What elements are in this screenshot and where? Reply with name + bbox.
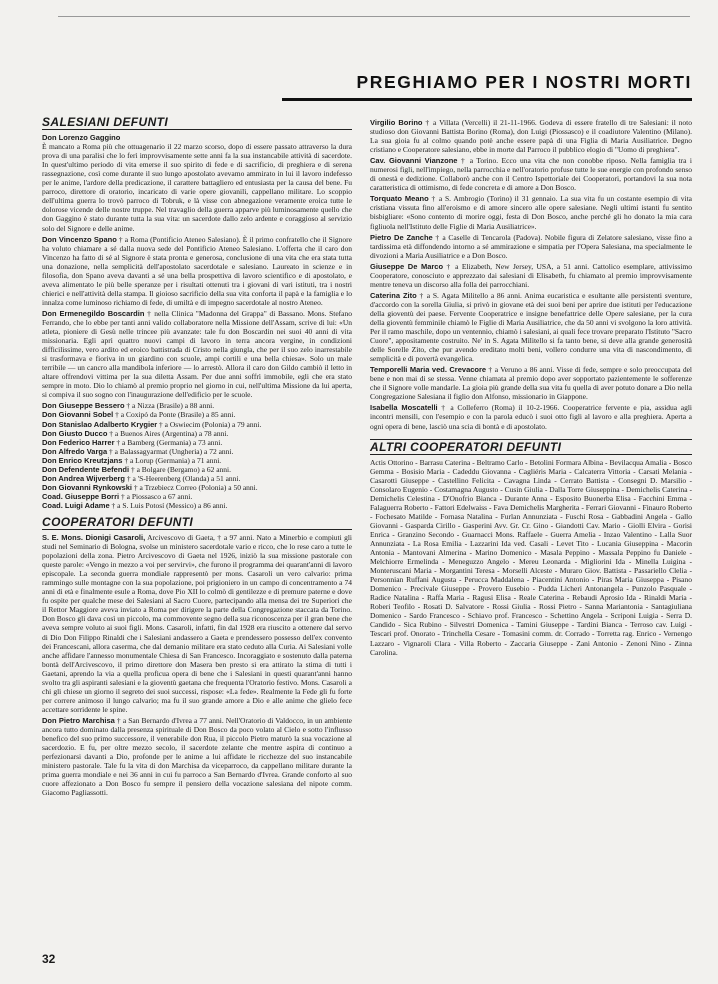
short-entry xyxy=(42,438,352,447)
obituary-name: Pietro De Zanche xyxy=(370,232,433,242)
section-heading-altri: ALTRI COOPERATORI DEFUNTI xyxy=(370,439,692,455)
obituary-entry xyxy=(370,156,692,192)
right-column xyxy=(370,118,692,659)
short-entry-text: † a S. Luis Potosí (Messico) a 86 anni. xyxy=(111,500,228,510)
short-entry-name: Don Giuseppe Bessero xyxy=(42,401,125,411)
short-entry xyxy=(42,465,352,474)
obituary-entry xyxy=(370,365,692,401)
short-entry xyxy=(42,492,352,501)
obituary-name: Virgilio Borino xyxy=(370,118,423,127)
obituary-text: † a Torino. Ecco una vita che non conobbe riposo. Nella famiglia tra i numerosi figli, nell'impiego, nella parrocchia e nell'oratorio profuse tutte le sue energie con profondo senso di onestà e dedizione. Collaborò anche con il Centro Ispettoriale dei Cooperatori, portandovi la sua nota caratteristica di ottimismo, di fede concreta e di amore a Don Bosco. xyxy=(370,156,693,193)
obituary-entry xyxy=(370,291,692,363)
obituary-name: Torquato Meano xyxy=(370,194,429,204)
obituary-text: Arcivescovo di Gaeta, † a 97 anni. Nato a Minerbio e compiuti gli studi nel Seminario di Bologna, svolse un ministero sacerdotale vario e ricco, che lo rese caro a tutte le popolazioni della zona. Pietro Arcivescovo di Gaeta nel 1926, iniziò la sua missione pastorale con queste parole: «Vengo in mezzo a voi per servirvi», che furono il programma dei quarant'anni di lavoro episcopale. La seconda guerra mondiale rappresentò per mons. Casaroli un vero calvario: prima rammingo sulle montagne con la sua popolazione, poi prigioniero in un campo di concentramento a 74 anni di età e finalmente esule a Roma, dove Pio XII lo colmò di gentilezze e di premure paterne e dove fu ospite per qualche mese dei Salesiani al Sacro Cuore, partecipando alla mensa dei tre Superiori che il Rettor Maggiore aveva inviato a Roma per dirigere la parte della Congregazione staccata da Torino. Don Bosco gli dava così un piccolo, ma commovente segno della sua riconoscenza per il gran bene che aveva sempre voluto ai suoi figli. Mons. Casaroli, infatti, fin dal 1928 era riuscito a ottenere dal servo di Dio Don Filippo Rinaldi che i Salesiani andassero a Gaeta e prendessero possesso dell'ex convento dei Francescani, allora caserma, che dal demanio militare era stato ceduto alla Curia. Ai Salesiani volle anche affidare l'annesso monumentale Chiesa di San Francesco. Incoraggiato e sostenuto dalla paterna bontà dell'Arcivescovo, il primo direttore don Masera ben presto si era attirato la stima di tutti i Gaetani, aprendo la via a quella proficua opera di bene che i Salesiani in questi quarant'anni hanno svolto tra gli aspiranti salesiani e la gioventù gaetana che frequenta l'Oratorio festivo. Mons. Casaroli a chi gli chiese un giorno il segreto dei suoi successi, rispose: «La fede». Realmente la Fede gli fu forte per correre animoso il lungo calvario; ma fu il suo grande amore a Dio e alle anime che glielo fece accettare sorridente le spine. xyxy=(42,533,352,714)
short-entry-name: Don Giovanni Sobel xyxy=(42,410,114,420)
obituary-text: † a Roma (Pontificio Ateneo Salesiano). È il primo confratello che il Signore ha voluto chiamare a sé dalla nuova sede del Pontificio Ateneo Salesiano. L'offerta che il caro don Vincenzo ha fatto di sé al Signore è stata pronta e generosa, conclusione di una vita che era stata tutta una donazione, nella semplicità dell'apostolato sacerdotale e salesiano. Laureato in scienze e in filosofia, don Spano aveva davanti a sé una bella prospettiva di lavoro scientifico e di apostolato, e aveva alimentato le più belle speranze per i risultati ottenuti tra i giovani di vari istituti, tra i nostri chierici e nell'attività della stampa. Il gioioso sacrificio della sua vita conforta il papà e la famiglia e lo innalza come luminoso richiamo di fede, di umiltà e di impegno sacerdotale al nostro Ateneo. xyxy=(42,234,353,307)
obituary-name: S. E. Mons. Dionigi Casaroli, xyxy=(42,533,146,543)
obituary-text: † a Colleferro (Roma) il 10-2-1966. Cooperatrice fervente e pia, assidua agli incontri mensili, con l'esempio e con la parola educò i suoi otto figli al lavoro e alla preghiera. Aperta a ogni opera di bene, lasciò una scia di bontà e di apostolato. xyxy=(370,403,693,431)
left-column xyxy=(42,115,353,799)
short-entry xyxy=(42,483,352,492)
obituary-entry xyxy=(370,262,692,289)
obituary-text: È mancato a Roma più che ottuagenario il 22 marzo scorso, dopo di essere passato attraverso la dura prova di una paralisi che lo ferì improvvisamente sette anni fa la sua instancabile attività di sacerdote. In quest'ultimo periodo di vita emerse il suo spirito di fede e di sacrificio, di preghiera e di serena rassegnazione, così come durante il suo lungo apostolato avevamo ammirato in lui il lavoro indefesso per le anime, l'ardore della predicazione, il carattere battagliero ed entusiasta per la causa del bene. Fu parroco, direttore di oratorio, incaricato di varie opere giovanili, cappellano militare. Lo scoppio dell'ultima guerra lo trovò parroco di Tobruk, e là visse con abnegazione veramente eroica tutte le dolorose vicende delle nostre truppe. Nel travaglio della guerra apparve più luminosamente quello che don Gaggino è stato durante tutta la sua vita: un sacerdote dallo zelo ardente e coraggioso al servizio solo del Signore e delle anime. xyxy=(42,142,352,233)
obituary-text: † a S. Agata Militello a 86 anni. Anima eucaristica e esultante alle persistenti sventure, d'accordo con la sorella Giulia, si privò in giovane età dei suoi beni per aprire due istituti per l'educazione della gioventù dei paese. Fervente Cooperatrice e insigne benefattrice delle Opere salesiane, per la cura della gioventù femminile chiamò le Figlie di Maria Ausiliatrice, che da 50 anni vi svolgono la loro attività. Per il ramo maschile, dopo un ventennio, chiamò i salesiani, ai quali fece trovare preparato l'Istituto "Sacro Cuore", appositamente costruito. Ne' in S. Agata Militello si fa tanto bene, si deve alla grande generosità delle Sorelle Zito, che pur avendo ereditato molti beni, vollero condurre una vita di nascondimento, di semplicità e di povertà evangelica. xyxy=(370,290,693,364)
obituary-name: Isabella Moscatelli xyxy=(370,403,438,413)
short-entry xyxy=(42,420,352,429)
short-entry-name: Don Enrico Kreutzjans xyxy=(42,455,123,465)
obituary-text: † a San Bernardo d'Ivrea a 77 anni. Nell'Oratorio di Valdocco, in un ambiente ancora tutto dominato dalla presenza spirituale di Don Bosco da poco volato al Cielo e sotto l'influsso benefico del suo primo successore, il venerabile don Rua, il piccolo Pietro maturò la sua vocazione al sacerdozio. E fu, per oltre mezzo secolo, il sacerdote zelante che mentre aspira di continuo a perfezionarsi davanti a Dio, profonde per le anime a lui affidate le ricchezze del suo instancabile ministero pastorale. Tale fu la vita di don Marchisa da viceparroco, da cappellano militare durante la prima guerra mondiale e nei 36 anni in cui fu parroco a San Bernardo d'Ivrea. Grande conforto al suo cuore affezionato a Don Bosco fu sempre il pensiero della vocazione salesiana del nipote comm. Giacomo Pagliassotti. xyxy=(42,715,352,798)
short-entry-text: † a Nizza (Brasile) a 88 anni. xyxy=(126,401,215,411)
short-entry-name: Coad. Luigi Adame xyxy=(42,500,110,510)
short-entry-text: † a Trzebiecz Correo (Polonia) a 50 anni. xyxy=(133,482,258,492)
short-entry-name: Don Defendente Befendi xyxy=(42,464,130,474)
obituary-entry xyxy=(42,716,352,797)
header-banner xyxy=(282,72,692,96)
obituary-text: † a Caselle di Tencarola (Padova). Nobile figura di Zelatore salesiano, visse fino a tardissima età diffondendo intorno a sé ammirazione e simpatia per l'Opera Salesiana, ma specialmente le divozioni a Maria Ausiliatrice e a Don Bosco. xyxy=(370,232,692,260)
obituary-entry xyxy=(42,133,352,233)
short-entry-name: Don Alfredo Varga xyxy=(42,446,108,456)
page-number: 32 xyxy=(42,952,56,966)
short-entry-name: Don Federico Harrer xyxy=(42,437,115,447)
section-heading-salesiani: SALESIANI DEFUNTI xyxy=(42,118,352,130)
page-title: PREGHIAMO PER I NOSTRI MORTI xyxy=(356,72,692,92)
short-entry xyxy=(42,501,352,510)
short-entry-text: † a Balassagyarmat (Ungheria) a 72 anni. xyxy=(109,446,234,456)
obituary-name: Don Vincenzo Spano xyxy=(42,234,117,244)
obituary-entry xyxy=(370,403,692,430)
obituary-entry xyxy=(370,233,692,260)
short-entry-name: Don Stanislao Adalberto Krygier xyxy=(42,419,158,429)
obituary-entry xyxy=(42,533,352,714)
obituary-name: Giuseppe De Marco xyxy=(370,261,444,271)
short-entry-name: Don Giovanni Rynkowski xyxy=(42,482,133,492)
obituary-entry xyxy=(42,309,352,399)
obituary-text: † a Elizabeth, New Jersey, USA, a 51 anni. Cattolico esemplare, attivissimo Cooperatore, conosciuto e apprezzato dai salesiani di Elisabeth, fu chiamato al premio improvvisamente mentre teneva un discorso alla folla dei parrocchiani. xyxy=(370,261,693,289)
short-entry-text: † a Bolgare (Bergamo) a 62 anni. xyxy=(130,464,232,474)
obituary-entry xyxy=(42,235,352,307)
obituary-name: Don Ermenegildo Boscardin xyxy=(42,308,145,318)
obituary-name: Don Pietro Marchisa xyxy=(42,715,115,725)
obituary-entry xyxy=(370,118,692,154)
short-entry-text: † a Bamberg (Germania) a 73 anni. xyxy=(116,437,223,447)
obituary-name: Cav. Giovanni Vianzone xyxy=(370,156,458,166)
obituary-name: Caterina Zito xyxy=(370,290,417,300)
short-entry-text: † a Piossasco a 67 anni. xyxy=(120,491,193,501)
short-entry xyxy=(42,401,352,410)
top-rule xyxy=(58,16,690,17)
obituary-name: Temporelli Maria ved. Crevacore xyxy=(370,365,487,375)
short-entry xyxy=(42,447,352,456)
short-entry-text: † a Oswiecim (Polonia) a 79 anni. xyxy=(159,419,262,429)
short-entry-text: † a Coxipó da Ponte (Brasile) a 85 anni. xyxy=(115,410,236,420)
obituary-text: † a S. Ambrogio (Torino) il 31 gennaio. La sua vita fu un costante esempio di vita cristiana vissuta fino all'eroismo e di amore sincero alle opere salesiane. Negli ultimi istanti fu sentito bisbigliare: «Sono contento di morire oggi, festa di Don Bosco, anche perché gli ho donato la mia cara figliuola nell'Istituto delle Figlie di Maria Ausiliatrice». xyxy=(370,194,693,231)
short-entry-name: Don Giusto Ducco xyxy=(42,428,108,438)
short-entry xyxy=(42,410,352,419)
short-entry xyxy=(42,456,352,465)
obituary-name: Don Lorenzo Gaggino xyxy=(42,133,121,143)
short-entry-name: Don Andrea Wijverberg xyxy=(42,473,126,483)
obituary-text: † a Villata (Vercelli) il 21-11-1966. Godeva di essere fratello di tre Salesiani: il noto studioso don Giovanni Battista Borino (Roma), don Luigi (Piossasco) e il coadiutore Valentino (Milano). La sua gioia fu al colmo quando potè anche essere papà di una Figlia di Maria Ausiliatrice. Degno cristiano e Cooperatore salesiano, ebbe in morte dal Parroco il pubblico elogio di "Uomo di preghiera". xyxy=(370,118,693,155)
short-entry-text: † a Lorup (Germania) a 71 anni. xyxy=(124,455,222,465)
title-underline xyxy=(282,98,692,101)
obituary-text: † a Veruno a 86 anni. Visse di fede, sempre e solo preoccupata del bene e non mai di se stessa. Venne chiamata al premio dopo aver sopportato pazientemente le sofferenze che il Signore volle mandarle. La gioia più grande della sua vita fu quella di aver potuto donare a Dio nella Congregazione Salesiana il figlio don Alfonso, missionario in Giappone. xyxy=(370,365,692,402)
short-entry xyxy=(42,429,352,438)
obituary-text: † nella Clinica "Madonna del Grappa" di Bassano. Mons. Stefano Ferrando, che lo ebbe per tanti anni valido collaboratore nella Missione dell'Assam, scrive di lui: «Un atleta, pioniere di Gesù nelle trincee più avanzate: tale fu don Boscardin nei suoi 40 anni di vita missionaria. Egli aprì quattro nuovi campi di lavoro in terra ancora vergine, in condizioni difficilissime, vero ardito ed eroico battistrada di Cristo nella giungla, che per il suo zelo inarrestabile si trasformava e fioriva in un giardino con scuole, ampi cortili e una bella chiesa». Solo un male terribile — un cancro alla mandibola inferiore — lo arrestò. Allora il caro don Gildo cambiò il letto in altare offrendovi vittima per la sua diletta Assam. Per due anni soffrì immobile, egli che era stato sempre in moto. Dio lo chiamò al premio proprio nel giorno in cui, nell'ultima Missione da lui aperta, si compiva il suo sogno con l'inaugurazione dell'edificio per le scuole. xyxy=(42,308,353,400)
names-list: Actis Ottorino - Barrasu Caterina - Beltramo Carlo - Betolini Formara Albina - Bevilacqua Amalia - Bosco Gemma - Bosisio Maria - Cadeddu Giovanna - Cagliéris Maria - Calcaterra Vittoria - Carsati Melania - Casarotti Giuseppe - Castellino Felicita - Cavagna Linda - Cerrato Battista - Consegni D. Marsilio - Consolaro Eugenio - Costamagna Augusto - Cusin Giulia - Dalla Torre Giuseppina - Demichelis Caterina - Demichelis Celestina - D'Onofrio Bianca - Durante Anna - Esposito Buonerba Elisa - Facchini Emma - Falaguerra Roberto - Fattori Edelwaiss - Fava Demichelis Margherita - Ferrari Giovanni - Finauro Roberto - Fochesato Matilde - Fornasa Natalina - Furlan Annunziata - Fuschi Rosa - Gabbadini Angela - Gallo Giovanni - Gasparda Cirillo - Gasperini Avv. Gr. Cr. Gino - Giandotti Cav. Mario - Giolli Elvira - Gorisi Enrica - Granzino Secondo - Guarnacci Mons. Raffaele - Guerra Amelia - Inzao Valentino - Lalla Suor Annunziata - La Rosa Emilia - Lazzarini Ida ved. Casali - Levet Tito - Lucania Giuseppina - Macorin Antonia - Mantovani Almerina - Marino Domenico - Masala Peppino - Massala Peppino fu Daniele - Melchiorre Ermelinda - Meneguzzo Angelo - Mereu Leonarda - Migliorini Ida - Minella Luigina - Monteruscani Maria - Morgantini Teresa - Morselli Alceste - Muraro Giov. Battista - Passariello Clelia - Personnian Ruffani Augusta - Perucca Maddalena - Piacentini Antonio - Piras Maria Giuseppa - Pisano Domenico - Precivale Giuseppe - Provero Eusebio - Pudda Licheri Antonangela - Punzolo Pasquale - Radice Natalina - Raffa Maria - Ragusi Elisa - Reale Caterina - Rebaudi Aprosio Ida - Rinaldi Maria - Roberi Teofilo - Rosati D. Salvatore - Rossi Giulia - Rossi Pietro - Sanna Mariantonia - Santagiuliana Domenico - Sardo Francesco - Schiavo prof. Francesco - Schettino Angela - Scriponi Luigia - Serra D. Candido - Sica Rubino - Silvestri Domenica - Tamini Giuseppe - Tardini Bianca - Terroso cav. Luigi - Tescari prof. Onorato - Trinchella Cesare - Tomasini comm. dr. Corrado - Torretta rag. Enrico - Vernengo Lazzaro - Vignaroli Clara - Villa Roberto - Zaccaria Giuseppe - Zani Antonio - Zenoni Nino - Zinna Carolina. xyxy=(370,457,692,657)
short-entry-text: † a Buenos Aires (Argentina) a 78 anni. xyxy=(109,428,229,438)
short-entry xyxy=(42,474,352,483)
section-heading-cooperatori: COOPERATORI DEFUNTI xyxy=(42,518,352,530)
short-entry-name: Coad. Giuseppe Borri xyxy=(42,491,120,501)
obituary-entry xyxy=(370,194,692,230)
short-entry-text: † a 'S-Heerenberg (Olanda) a 51 anni. xyxy=(126,473,241,483)
